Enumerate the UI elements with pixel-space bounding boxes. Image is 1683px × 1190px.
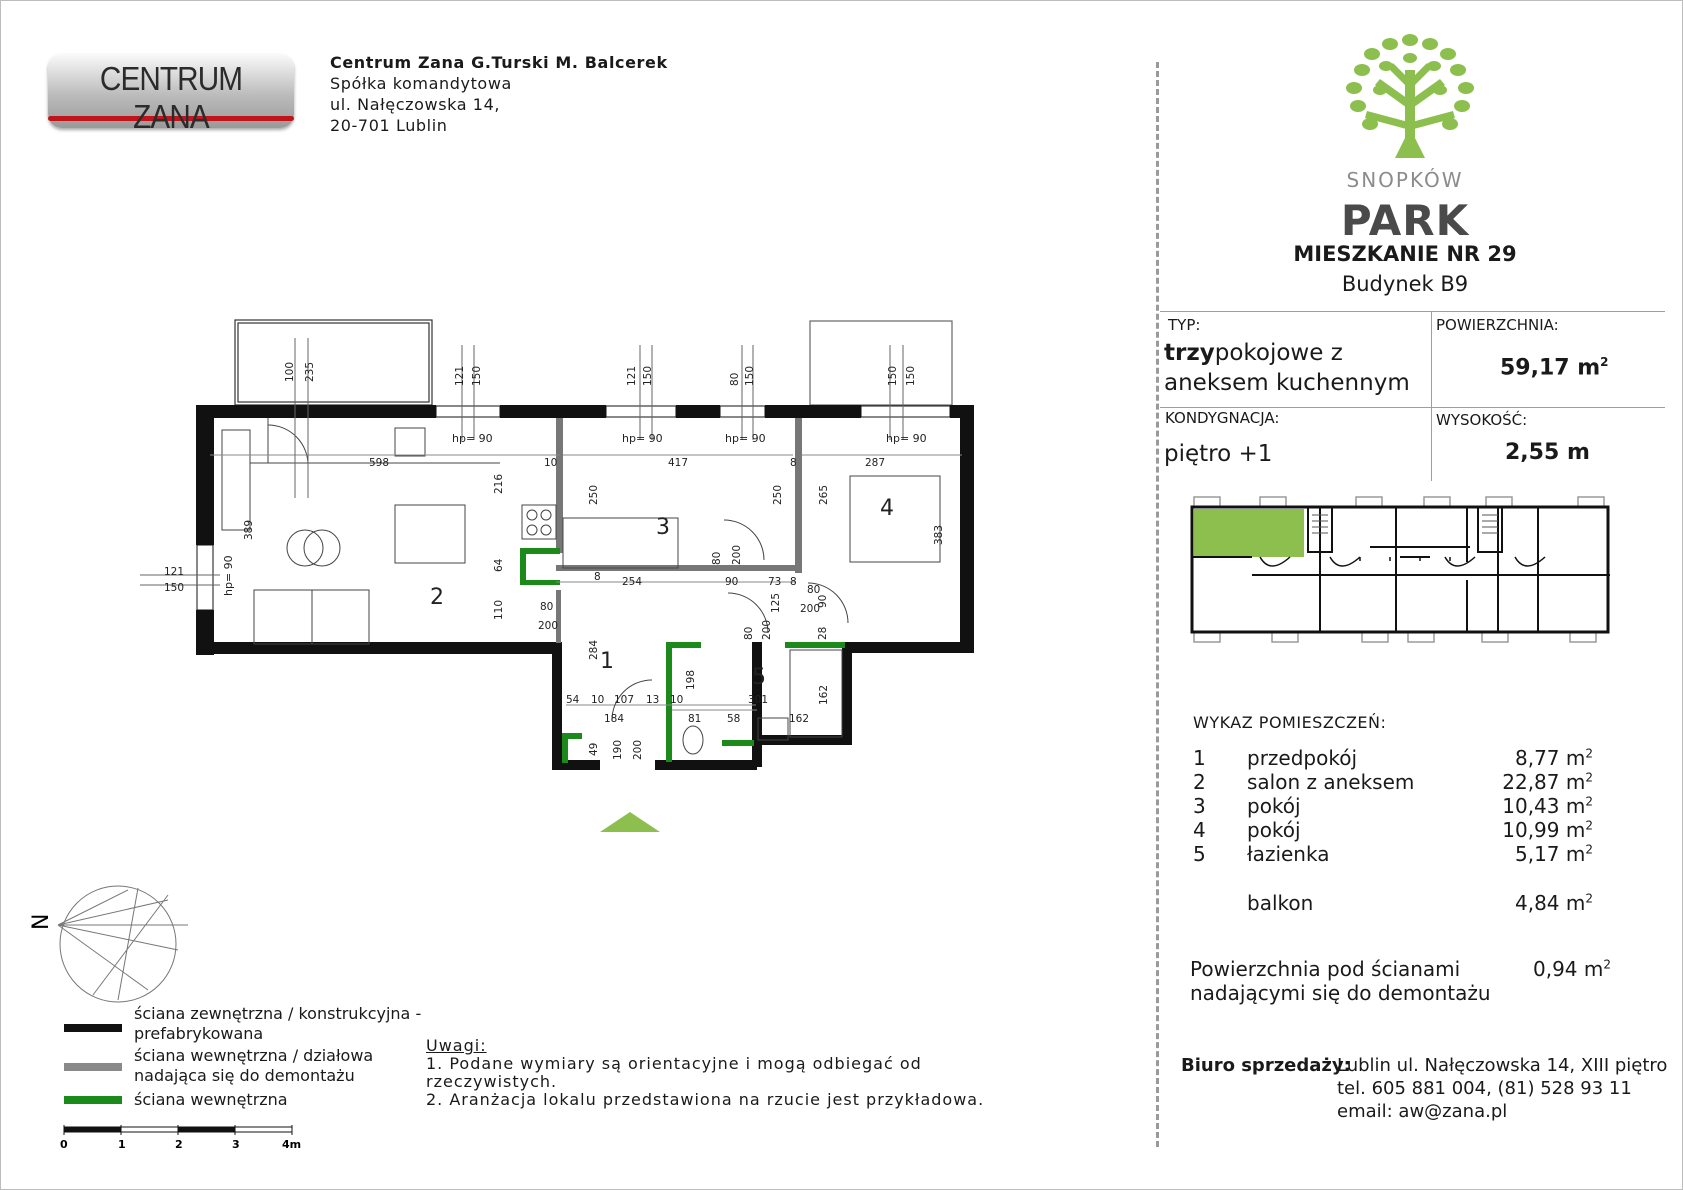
room-name: pokój xyxy=(1247,818,1301,842)
room-area xyxy=(1502,794,1593,818)
sqm-sup: 2 xyxy=(1585,818,1593,833)
dim: 150 xyxy=(905,365,917,386)
room-row xyxy=(1193,818,1613,842)
dim: 125 xyxy=(770,592,782,613)
dim: 28 xyxy=(817,626,829,640)
dim: 150 xyxy=(164,582,185,594)
dim: 200 xyxy=(538,620,559,632)
window-label: hp= 90 xyxy=(222,555,235,596)
dim: 200 xyxy=(632,739,644,760)
dim: 287 xyxy=(865,457,886,469)
dim: 121 xyxy=(626,365,638,386)
room-number-4: 4 xyxy=(880,496,894,521)
company-name: Centrum Zana G.Turski M. Balcerek xyxy=(330,53,668,72)
kondygnacja-value: piętro +1 xyxy=(1164,441,1273,467)
interior-walls xyxy=(556,418,802,643)
dim: 198 xyxy=(685,669,697,690)
dim: 150 xyxy=(642,365,654,386)
company-street: ul. Nałęczowska 14, xyxy=(330,95,501,114)
legend-green-text: ściana wewnętrzna xyxy=(134,1090,288,1109)
dim: 80 xyxy=(743,626,755,640)
room-name: przedpokój xyxy=(1247,746,1358,770)
sqm-sup: 2 xyxy=(1603,957,1612,972)
sales-info xyxy=(1337,1054,1667,1123)
dim: 49 xyxy=(588,742,600,756)
dim: 73 xyxy=(768,576,782,588)
dim: 81 xyxy=(688,713,702,725)
info-grid-line xyxy=(1160,407,1665,408)
room-area xyxy=(1502,818,1593,842)
notes-title: Uwagi: xyxy=(426,1036,487,1055)
typ-value-line2: aneksem kuchennym xyxy=(1164,370,1410,396)
room-number-3: 3 xyxy=(656,515,670,540)
dim: 250 xyxy=(588,484,600,505)
building-name: Budynek B9 xyxy=(1341,272,1469,296)
legend-gray-text xyxy=(134,1046,373,1086)
scale-tick: 0 xyxy=(60,1138,68,1151)
brand-big: PARK xyxy=(1340,196,1470,245)
demolition-area-value: 0,94 m xyxy=(1533,957,1604,981)
room-area-value: 8,77 m xyxy=(1514,746,1586,770)
dim: 13 xyxy=(646,694,660,706)
dim: 121 xyxy=(164,566,185,578)
sqm-sup: 2 xyxy=(1585,842,1593,857)
dim: 90 xyxy=(817,594,829,608)
dim: 8 xyxy=(594,571,601,583)
room-row xyxy=(1193,746,1613,770)
room-row xyxy=(1193,842,1613,866)
notes-line2: rzeczywistych. xyxy=(426,1072,558,1091)
sqm-sup: 2 xyxy=(1600,355,1609,369)
dim: 383 xyxy=(933,524,945,545)
balcony-area xyxy=(1515,891,1593,915)
notes xyxy=(426,1037,984,1109)
scale-tick: 4m xyxy=(282,1138,302,1151)
dim: 417 xyxy=(668,457,689,469)
dim: 80 xyxy=(540,601,554,613)
scale-tick: 1 xyxy=(118,1138,126,1151)
room-area xyxy=(1515,746,1593,770)
sales-email-link[interactable]: email: aw@zana.pl xyxy=(1337,1101,1508,1122)
room-number: 3 xyxy=(1193,794,1206,818)
dim: 200 xyxy=(761,619,773,640)
dim: 80 xyxy=(729,372,741,386)
dim: 90 xyxy=(725,576,739,588)
scale-tick: 3 xyxy=(232,1138,240,1151)
sales-phone: tel. 605 881 004, (81) 528 93 11 xyxy=(1337,1078,1632,1099)
powierzchnia-value xyxy=(1500,355,1609,380)
dim: 8 xyxy=(790,457,797,469)
tree-logo-icon xyxy=(1340,30,1480,170)
room-area-value: 10,99 m xyxy=(1502,818,1586,842)
dim: 80 xyxy=(711,551,723,565)
legend-gray-swatch xyxy=(64,1063,122,1071)
apartment-number: MIESZKANIE NR 29 xyxy=(1293,242,1517,266)
dim: 162 xyxy=(818,684,830,705)
wysokosc-label: WYSOKOŚĆ: xyxy=(1436,411,1528,429)
room-area xyxy=(1502,770,1593,794)
scale-bar xyxy=(58,1122,308,1152)
dim: 150 xyxy=(744,365,756,386)
sales-label: Biuro sprzedaży: xyxy=(1181,1055,1351,1076)
company-form: Spółka komandytowa xyxy=(330,74,512,93)
dim: 150 xyxy=(471,365,483,386)
compass-rose xyxy=(28,880,188,1010)
window-label: hp= 90 xyxy=(886,432,927,445)
room-area-value: 22,87 m xyxy=(1502,770,1586,794)
typ-rest: pokojowe z xyxy=(1214,340,1343,366)
dim: 389 xyxy=(243,519,255,540)
dim: 216 xyxy=(493,473,505,494)
window-label: hp= 90 xyxy=(622,432,663,445)
demolition-label xyxy=(1190,957,1491,1005)
sqm-sup: 2 xyxy=(1585,891,1593,906)
room-name: pokój xyxy=(1247,794,1301,818)
building-key-plan xyxy=(1190,495,1610,650)
dim: 265 xyxy=(818,484,830,505)
typ-label: TYP: xyxy=(1168,316,1201,334)
dim: 8 xyxy=(790,576,797,588)
window-label: hp= 90 xyxy=(452,432,493,445)
brand-small: SNOPKÓW xyxy=(1346,168,1464,192)
dim: 190 xyxy=(612,739,624,760)
dim: 80 xyxy=(807,584,821,596)
company-city: 20-701 Lublin xyxy=(330,116,448,135)
room-number: 5 xyxy=(1193,842,1206,866)
powierzchnia-label: POWIERZCHNIA: xyxy=(1436,316,1559,334)
room-area xyxy=(1515,842,1593,866)
room-number-5: 5 xyxy=(752,665,766,690)
dim: 121 xyxy=(454,365,466,386)
balcony-area-value: 4,84 m xyxy=(1514,891,1586,915)
dim: 10 xyxy=(544,457,558,469)
dim: 110 xyxy=(493,599,505,620)
legend-black-line2: prefabrykowana xyxy=(134,1024,264,1043)
info-grid-line xyxy=(1160,311,1665,312)
dim: 254 xyxy=(622,576,643,588)
balcony-outline xyxy=(235,320,952,405)
legend-gray-line2: nadająca się do demontażu xyxy=(134,1066,355,1085)
north-label: N xyxy=(29,913,54,930)
room-name: salon z aneksem xyxy=(1247,770,1415,794)
notes-line1: 1. Podane wymiary są orientacyjne i mogą odbiegać od xyxy=(426,1054,922,1073)
sales-address: Lublin ul. Nałęczowska 14, XIII piętro xyxy=(1337,1055,1668,1076)
dim: 58 xyxy=(727,713,741,725)
dim: 598 xyxy=(369,457,390,469)
demolition-area xyxy=(1533,957,1611,981)
room-number-1: 1 xyxy=(600,649,614,674)
dim: 107 xyxy=(614,694,635,706)
entrance-arrow-icon xyxy=(598,810,662,834)
sqm-sup: 2 xyxy=(1585,746,1593,761)
legend-gray-line1: ściana wewnętrzna / działowa xyxy=(134,1046,374,1065)
room-name: łazienka xyxy=(1247,842,1330,866)
dim: 10 xyxy=(670,694,684,706)
dim: 10 xyxy=(591,694,605,706)
sqm-sup: 2 xyxy=(1585,794,1593,809)
dim: 54 xyxy=(566,694,580,706)
demolition-line2: nadającymi się do demontażu xyxy=(1190,981,1491,1005)
room-row xyxy=(1193,770,1613,794)
legend-black-swatch xyxy=(64,1024,122,1032)
balcony-row xyxy=(1193,891,1613,915)
dim: 64 xyxy=(493,558,505,572)
room-area-value: 10,43 m xyxy=(1502,794,1586,818)
dim: 200 xyxy=(800,603,821,615)
furniture xyxy=(140,338,962,754)
demolition-line1: Powierzchnia pod ścianami xyxy=(1190,957,1461,981)
typ-bold: trzy xyxy=(1164,340,1215,366)
typ-value xyxy=(1164,340,1343,366)
dim: 184 xyxy=(604,713,625,725)
legend-black-line1: ściana zewnętrzna / konstrukcyjna - xyxy=(134,1004,422,1023)
scale-tick: 2 xyxy=(175,1138,183,1151)
balcony-name: balkon xyxy=(1247,891,1314,915)
sqm-sup: 2 xyxy=(1585,770,1593,785)
rooms-heading: WYKAZ POMIESZCZEŃ: xyxy=(1193,713,1387,732)
dim: 150 xyxy=(887,365,899,386)
dim: 162 xyxy=(789,713,810,725)
windows xyxy=(197,406,950,610)
exterior-walls xyxy=(196,405,974,770)
floor-plan xyxy=(130,315,980,775)
room-number: 2 xyxy=(1193,770,1206,794)
dim: 235 xyxy=(304,361,316,382)
room-area-value: 5,17 m xyxy=(1514,842,1586,866)
room-number-2: 2 xyxy=(430,585,444,610)
room-number: 4 xyxy=(1193,818,1206,842)
dim: 301 xyxy=(748,694,769,706)
legend-green-swatch xyxy=(64,1096,122,1104)
room-row xyxy=(1193,794,1613,818)
room-number: 1 xyxy=(1193,746,1206,770)
panel-separator xyxy=(1156,62,1159,1147)
dim: 100 xyxy=(284,361,296,382)
info-grid-divider xyxy=(1431,311,1432,481)
company-address xyxy=(330,52,668,136)
legend-black-text xyxy=(134,1004,421,1044)
powierzchnia-number: 59,17 m xyxy=(1500,355,1601,381)
dim: 200 xyxy=(731,544,743,565)
notes-line3: 2. Aranżacja lokalu przedstawiona na rzucie jest przykładowa. xyxy=(426,1090,985,1109)
dim: 284 xyxy=(588,639,600,660)
kondygnacja-label: KONDYGNACJA: xyxy=(1165,409,1280,427)
logo-text: CENTRUM ZANA xyxy=(99,60,243,135)
dim: 250 xyxy=(772,484,784,505)
window-label: hp= 90 xyxy=(725,432,766,445)
wysokosc-value: 2,55 m xyxy=(1505,440,1590,465)
